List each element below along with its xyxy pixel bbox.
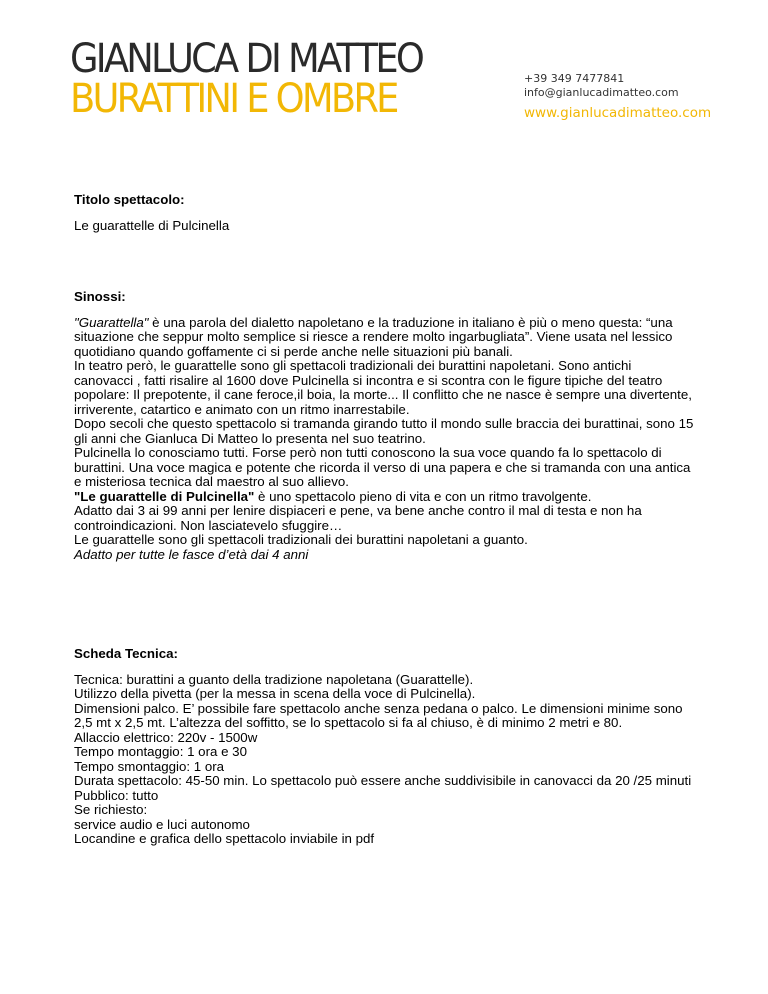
tech-list: [74, 673, 694, 847]
header-logo-subtitle: BURATTINI E OMBRE: [70, 76, 397, 122]
tech-line: Dimensioni palco. E’ possibile fare spettacolo anche senza pedana o palco. Le dimensioni minime sono 2,5 mt x 2,5 mt. L’altezza del soffitto, se lo spettacolo si fa al chiuso, è di minimo 2 metri e 80.: [74, 700, 683, 730]
synopsis-p1-text: è una parola del dialetto napoletano e la traduzione in italiano è più o meno questa: “una situazione che seppur molto semplice si riesce a rendere molto ingarbugliata”. Viene usata nel lessico quotidiano quando goffamente ci si perde anche nelle situazioni più banali.: [74, 314, 673, 359]
tech-line: service audio e luci autonomo: [74, 816, 250, 832]
tech-line: Utilizzo della pivetta (per la messa in scena della voce di Pulcinella).: [74, 686, 476, 701]
tech-line: Se richiesto:: [74, 802, 148, 817]
synopsis-p5-text: è uno spettacolo pieno di vita e con un ritmo travolgente.: [254, 488, 592, 504]
tech-heading: Scheda Tecnica:: [74, 646, 178, 661]
contact-website[interactable]: www.gianlucadimatteo.com: [524, 105, 712, 121]
contact-block: [524, 72, 711, 120]
tech-line: Durata spettacolo: 45-50 min. Lo spettacolo può essere anche suddivisibile in canovacci da 20 /25 minuti Pubblico: tutto: [74, 773, 692, 803]
contact-email: info@gianlucadimatteo.com: [524, 86, 679, 99]
show-title-bold: "Le guarattelle di Pulcinella": [74, 488, 255, 504]
synopsis-text: [74, 316, 694, 563]
synopsis-paragraph: In teatro però, le guarattelle sono gli spettacoli tradizionali dei burattini napoletani. Sono antichi canovacci , fatti risalire al 1600 dove Pulcinella si incontra e si scontra con le figure tipiche del teatro popolare: Il prepotente, il cane feroce,il boia, la morte... Il conflitto che ne nasce è sempre una divertente, irriverente, catartico e animato con un ritmo inarrestabile.: [74, 358, 692, 417]
synopsis-paragraph: Pulcinella lo conosciamo tutti. Forse però non tutti conoscono la sua voce quando fa lo spettacolo di burattini. Una voce magica e potente che ricorda il verso di una papera e che si tramanda con una antica e misteriosa tecnica dal maestro al suo allievo.: [74, 445, 691, 489]
tech-line: Tempo smontaggio: 1 ora: [74, 758, 225, 774]
synopsis-paragraph: [74, 316, 694, 360]
synopsis-paragraph: Le guarattelle sono gli spettacoli tradizionali dei burattini napoletani a guanto.: [74, 532, 528, 547]
guarattella-term: "Guarattella": [74, 314, 149, 330]
synopsis-paragraph: Dopo secoli che questo spettacolo si tramanda girando tutto il mondo sulle braccia dei burattinai, sono 15 gli anni che Gianluca Di Matteo lo presenta nel suo teatrino.: [74, 416, 694, 446]
header-logo-name: GIANLUCA DI MATTEO: [70, 36, 423, 82]
synopsis-heading: Sinossi:: [74, 289, 126, 304]
title-heading: Titolo spettacolo:: [74, 192, 185, 207]
title-value: Le guarattelle di Pulcinella: [74, 217, 230, 233]
contact-phone: +39 349 7477841: [524, 72, 625, 85]
tech-line: Tecnica: burattini a guanto della tradizione napoletana (Guarattelle).: [74, 671, 474, 687]
tech-line: Tempo montaggio: 1 ora e 30: [74, 744, 247, 759]
document-body: [74, 193, 694, 847]
synopsis-paragraph: Adatto dai 3 ai 99 anni per lenire dispiaceri e pene, va bene anche contro il mal di testa e non ha controindicazioni. Non lasciatevelo sfuggire…: [74, 503, 642, 533]
tech-line: Allaccio elettrico: 220v - 1500w: [74, 729, 258, 745]
synopsis-paragraph: [74, 490, 694, 505]
age-note: Adatto per tutte le fasce d’età dai 4 anni: [74, 546, 309, 562]
tech-line: Locandine e grafica dello spettacolo inviabile in pdf: [74, 831, 375, 846]
